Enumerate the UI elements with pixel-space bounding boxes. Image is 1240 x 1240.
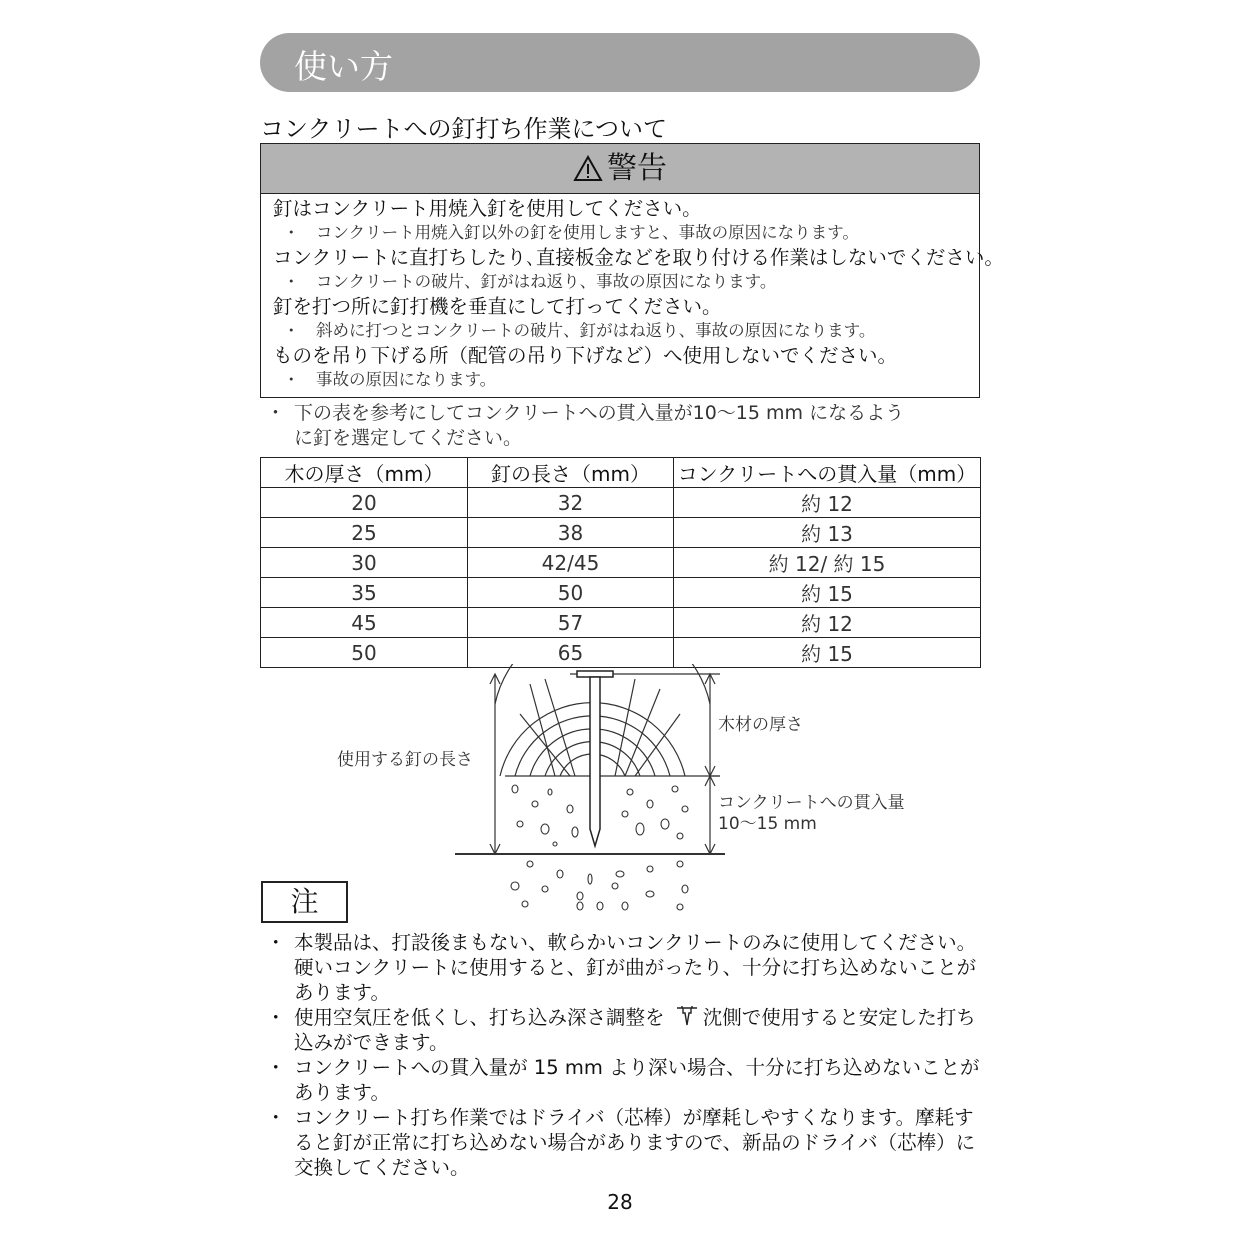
concrete-pebble bbox=[542, 886, 548, 892]
table-row bbox=[261, 578, 981, 608]
warning-triangle-icon bbox=[573, 155, 603, 182]
column-header: 木の厚さ（mm） bbox=[261, 458, 468, 488]
note-title: 注 bbox=[261, 881, 348, 923]
concrete-pebble bbox=[572, 827, 578, 837]
concrete-pebble bbox=[677, 904, 683, 910]
concrete-pebble bbox=[522, 901, 528, 907]
table-row bbox=[261, 518, 981, 548]
concrete-pebble bbox=[557, 870, 563, 878]
warning-detail: ・ 事故の原因になります。 bbox=[283, 370, 497, 389]
nail-length-label: 使用する釘の長さ bbox=[337, 750, 473, 770]
wood-thickness-label: 木材の厚さ bbox=[718, 715, 803, 735]
concrete-pebble bbox=[677, 861, 683, 867]
note-item: ・ 使用空気圧を低くし、打ち込み深さ調整を 沈側で使用すると安定した打ち込みができます。 bbox=[266, 1006, 976, 1054]
concrete-pebble bbox=[588, 874, 592, 884]
table-cell: 約 12/ 約 15 bbox=[674, 548, 981, 578]
concrete-pebble bbox=[527, 861, 533, 867]
concrete-pebble bbox=[636, 823, 644, 835]
table-cell: 38 bbox=[468, 518, 674, 548]
table-header-row bbox=[261, 458, 981, 488]
concrete-pebble bbox=[553, 842, 557, 846]
table-row bbox=[261, 638, 981, 668]
diagram-graphic bbox=[330, 664, 930, 919]
concrete-pebble bbox=[577, 892, 583, 900]
column-header: コンクリートへの貫入量（mm） bbox=[674, 458, 981, 488]
reference-text: ・ 下の表を参考にしてコンクリートへの貫入量が10～15 mm になるよう に釘を選定してください。 bbox=[266, 402, 905, 449]
concrete-pebble bbox=[646, 891, 654, 897]
warning-detail: ・ コンクリートの破片、釘がはね返り、事故の原因になります。 bbox=[283, 272, 777, 291]
concrete-pebble bbox=[622, 811, 628, 817]
penetration-label: コンクリートへの貫入量 10～15 mm bbox=[718, 793, 905, 834]
table-cell: 32 bbox=[468, 488, 674, 518]
table-row bbox=[261, 608, 981, 638]
concrete-pebble bbox=[682, 885, 688, 893]
concrete-pebble bbox=[517, 821, 523, 827]
concrete-pebble bbox=[677, 833, 683, 839]
note-item: ・ コンクリート打ち作業ではドライバ（芯棒）が摩耗しやすくなります。摩耗すると釘が正常に打ち込めない場合がありますので、新品のドライバ（芯棒）に交換してください。 bbox=[266, 1106, 976, 1179]
concrete-pebble bbox=[622, 902, 628, 910]
table-cell: 50 bbox=[468, 578, 674, 608]
concrete-pebble bbox=[548, 789, 552, 795]
table-row bbox=[261, 488, 981, 518]
concrete-pebble bbox=[532, 801, 538, 807]
warning-detail: ・ 斜めに打つとコンクリートの破片、釘がはね返り、事故の原因になります。 bbox=[283, 321, 876, 340]
concrete-pebble bbox=[597, 902, 603, 910]
concrete-pebble bbox=[672, 786, 678, 792]
table-cell: 約 12 bbox=[674, 488, 981, 518]
concrete-pebble bbox=[577, 902, 583, 910]
page-number: 28 bbox=[607, 1190, 633, 1214]
nail-selection-table bbox=[260, 457, 981, 668]
table-cell: 35 bbox=[261, 578, 468, 608]
table-cell: 65 bbox=[468, 638, 674, 668]
warning-title: 警告 bbox=[607, 151, 667, 186]
concrete-pebble bbox=[616, 871, 624, 877]
section-header bbox=[260, 33, 980, 92]
note-item: ・ コンクリートへの貫入量が 15 mm より深い場合、十分に打ち込めないことがあります。 bbox=[266, 1056, 980, 1104]
table-row bbox=[261, 548, 981, 578]
table-cell: 57 bbox=[468, 608, 674, 638]
notes-list bbox=[266, 930, 982, 1180]
table-cell: 50 bbox=[261, 638, 468, 668]
nail-penetration-diagram bbox=[330, 664, 930, 919]
concrete-pebble bbox=[512, 785, 518, 793]
table-cell: 約 13 bbox=[674, 518, 981, 548]
table-cell: 約 12 bbox=[674, 608, 981, 638]
concrete-pebble bbox=[511, 882, 519, 890]
table-cell: 約 15 bbox=[674, 638, 981, 668]
warning-header bbox=[261, 144, 979, 194]
table-cell: 20 bbox=[261, 488, 468, 518]
concrete-pebble bbox=[612, 883, 618, 889]
concrete-pebble bbox=[567, 805, 573, 813]
table-cell: 約 15 bbox=[674, 578, 981, 608]
concrete-pebble bbox=[661, 819, 669, 829]
concrete-pebble bbox=[647, 866, 653, 872]
warning-item: 釘はコンクリート用焼入釘を使用してください。 bbox=[273, 197, 702, 220]
concrete-pebble bbox=[647, 800, 653, 808]
warning-item: コンクリートに直打ちしたり､直接板金などを取り付ける作業はしないでください。 bbox=[273, 246, 1004, 269]
table-cell: 25 bbox=[261, 518, 468, 548]
warning-box bbox=[260, 143, 1004, 398]
column-header: 釘の長さ（mm） bbox=[468, 458, 674, 488]
table-cell: 42/45 bbox=[468, 548, 674, 578]
note-item: ・ 本製品は、打設後まもない、軟らかいコンクリートのみに使用してください。硬いコンクリートに使用すると、釘が曲がったり、十分に打ち込めないことがあります。 bbox=[266, 931, 977, 1004]
warning-item: 釘を打つ所に釘打機を垂直にして打ってください。 bbox=[273, 295, 722, 318]
table-cell: 30 bbox=[261, 548, 468, 578]
warning-item: ものを吊り下げる所（配管の吊り下げなど）へ使用しないでください。 bbox=[273, 344, 898, 367]
concrete-pebble bbox=[682, 806, 688, 812]
subtitle: コンクリートへの釘打ち作業について bbox=[260, 115, 668, 143]
section-title: 使い方 bbox=[294, 47, 393, 86]
depth-adjust-sink-icon bbox=[675, 1005, 699, 1027]
warning-detail: ・ コンクリート用焼入釘以外の釘を使用しますと、事故の原因になります。 bbox=[283, 223, 859, 242]
table-cell: 45 bbox=[261, 608, 468, 638]
concrete-pebble bbox=[627, 789, 633, 795]
concrete-pebble bbox=[541, 824, 549, 834]
